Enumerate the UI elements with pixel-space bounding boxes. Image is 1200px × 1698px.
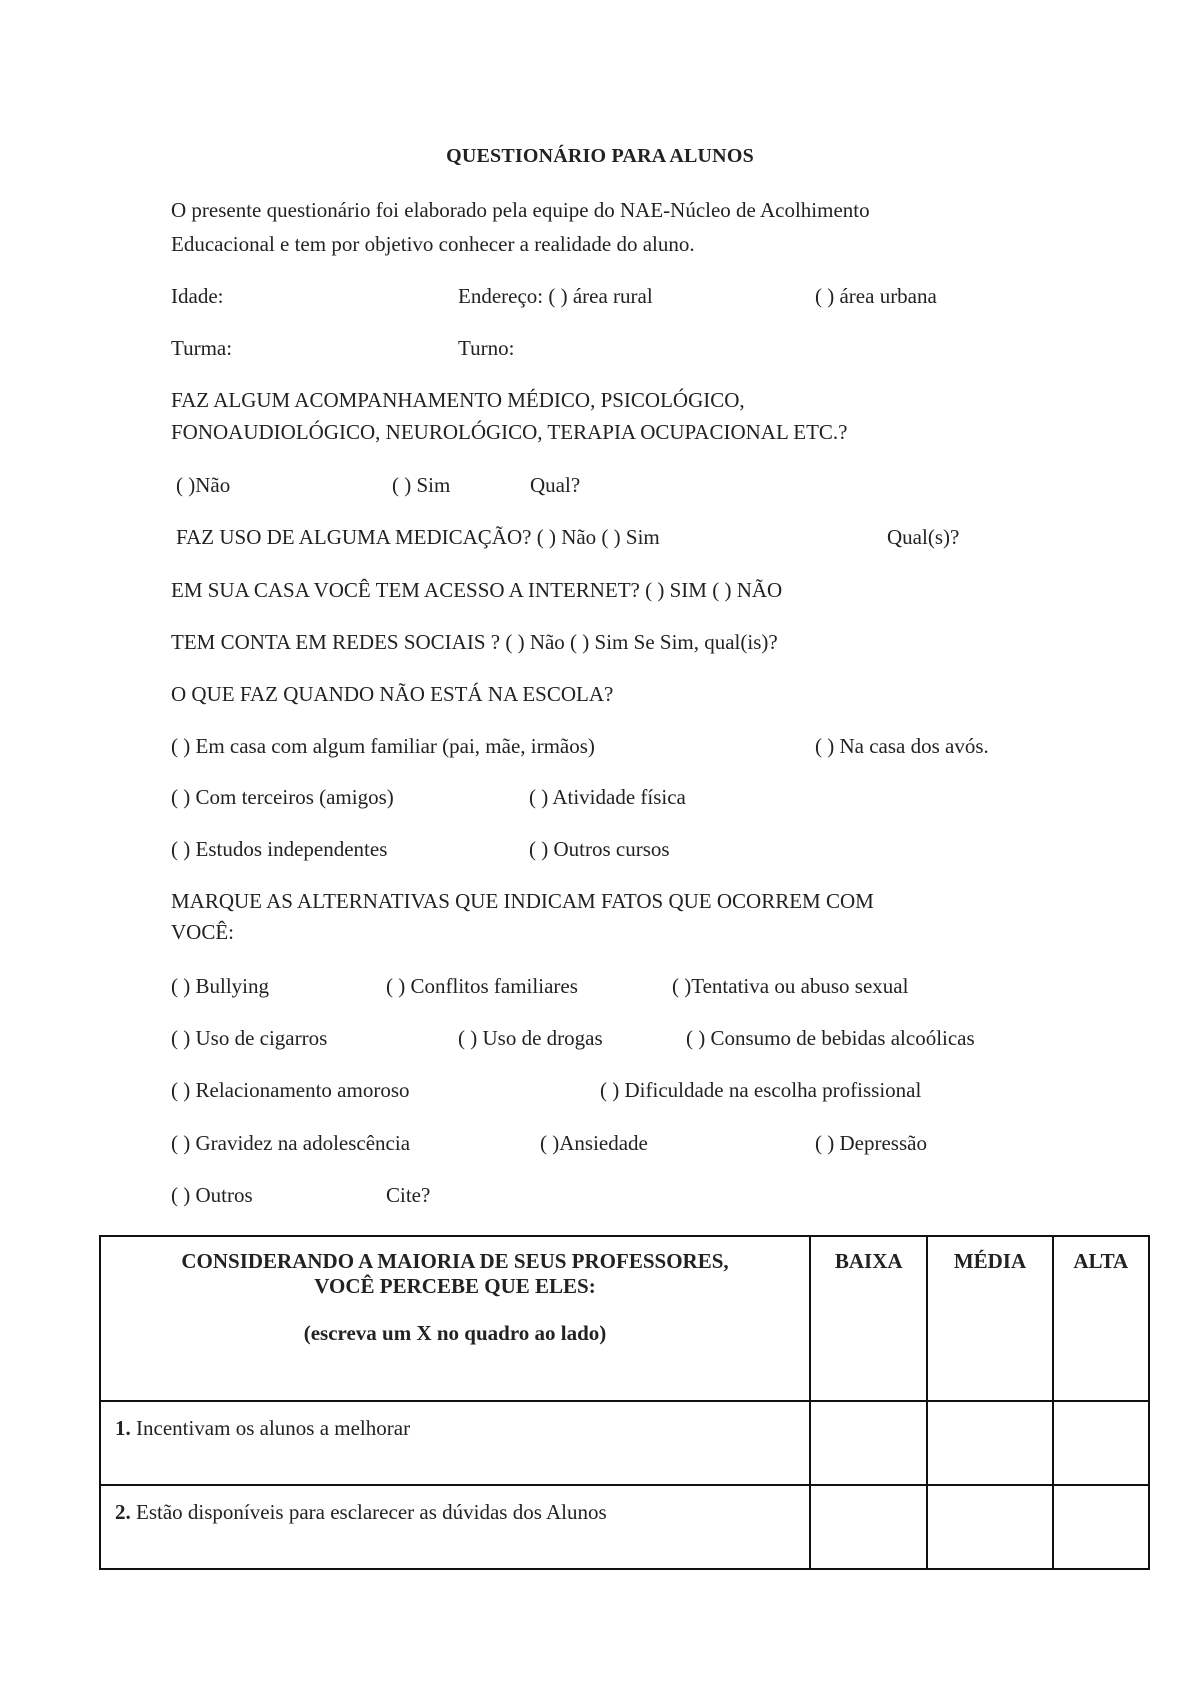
fatos-option-drogas[interactable]: ( ) Uso de drogas — [458, 1026, 603, 1050]
medicacao-question[interactable]: FAZ USO DE ALGUMA MEDICAÇÃO? ( ) Não ( ) Sim — [176, 525, 660, 549]
acomp-qual-label: Qual? — [530, 473, 581, 497]
table-row — [100, 1485, 1149, 1569]
table-header-line-1: CONSIDERANDO A MAIORIA DE SEUS PROFESSORES, — [181, 1249, 729, 1273]
table-header-instruction: (escreva um X no quadro ao lado) — [303, 1321, 607, 1345]
acomp-sim-option[interactable]: ( ) Sim — [392, 473, 451, 497]
row-text: Estão disponíveis para esclarecer as dúvidas dos Alunos — [130, 1500, 607, 1524]
fatos-option-cigarros[interactable]: ( ) Uso de cigarros — [171, 1026, 328, 1050]
endereco-rural-option[interactable]: Endereço: ( ) área rural — [458, 284, 653, 308]
answer-cell-alta[interactable] — [1053, 1485, 1149, 1569]
row-text: Incentivam os alunos a melhorar — [130, 1416, 411, 1440]
row-number: 1. — [115, 1416, 131, 1440]
fatos-option-amoroso[interactable]: ( ) Relacionamento amoroso — [171, 1078, 410, 1102]
answer-cell-media[interactable] — [927, 1401, 1052, 1485]
column-header-alta: ALTA — [1053, 1236, 1149, 1401]
fatos-cite-label: Cite? — [386, 1183, 431, 1207]
row-question-1 — [100, 1401, 810, 1485]
fatos-option-outros[interactable]: ( ) Outros — [171, 1183, 253, 1207]
column-header-baixa: BAIXA — [810, 1236, 927, 1401]
table-row — [100, 1401, 1149, 1485]
turno-label: Turno: — [458, 336, 515, 360]
fatos-question-line-1: MARQUE AS ALTERNATIVAS QUE INDICAM FATOS QUE OCORREM COM — [171, 889, 874, 913]
intro-line-1: O presente questionário foi elaborado pela equipe do NAE-Núcleo de Acolhimento — [171, 198, 870, 222]
answer-cell-baixa[interactable] — [810, 1485, 927, 1569]
fora-option-atividade[interactable]: ( ) Atividade física — [529, 785, 686, 809]
table-header-question — [100, 1236, 810, 1401]
fatos-question-line-2: VOCÊ: — [171, 920, 234, 944]
page-title: QUESTIONÁRIO PARA ALUNOS — [446, 145, 754, 167]
row-number: 2. — [115, 1500, 131, 1524]
fora-escola-question: O QUE FAZ QUANDO NÃO ESTÁ NA ESCOLA? — [171, 682, 614, 706]
fora-option-amigos[interactable]: ( ) Com terceiros (amigos) — [171, 785, 394, 809]
turma-label: Turma: — [171, 336, 233, 360]
redes-question[interactable]: TEM CONTA EM REDES SOCIAIS ? ( ) Não ( ) Sim Se Sim, qual(is)? — [171, 630, 778, 654]
fora-option-cursos[interactable]: ( ) Outros cursos — [529, 837, 670, 861]
endereco-urbana-option[interactable]: ( ) área urbana — [815, 284, 937, 308]
column-header-media: MÉDIA — [927, 1236, 1052, 1401]
internet-question[interactable]: EM SUA CASA VOCÊ TEM ACESSO A INTERNET? ( ) SIM ( ) NÃO — [171, 578, 783, 602]
answer-cell-alta[interactable] — [1053, 1401, 1149, 1485]
medicacao-qual-label: Qual(s)? — [887, 525, 960, 549]
intro-line-2: Educacional e tem por objetivo conhecer a realidade do aluno. — [171, 232, 695, 256]
fatos-option-profissional[interactable]: ( ) Dificuldade na escolha profissional — [600, 1078, 922, 1102]
table-header-line-2: VOCÊ PERCEBE QUE ELES: — [314, 1274, 596, 1298]
fatos-option-depressao[interactable]: ( ) Depressão — [815, 1131, 927, 1155]
fora-option-avos[interactable]: ( ) Na casa dos avós. — [815, 734, 989, 758]
fatos-option-gravidez[interactable]: ( ) Gravidez na adolescência — [171, 1131, 411, 1155]
fatos-option-ansiedade[interactable]: ( )Ansiedade — [540, 1131, 648, 1155]
acomp-nao-option[interactable]: ( )Não — [176, 473, 231, 497]
table-header-row — [100, 1236, 1149, 1401]
idade-label: Idade: — [171, 284, 224, 308]
acomp-question-line-2: FONOAUDIOLÓGICO, NEUROLÓGICO, TERAPIA OCUPACIONAL ETC.? — [171, 420, 848, 444]
fora-option-estudos[interactable]: ( ) Estudos independentes — [171, 837, 388, 861]
row-question-2 — [100, 1485, 810, 1569]
fatos-option-conflitos[interactable]: ( ) Conflitos familiares — [386, 974, 578, 998]
fora-option-familiar[interactable]: ( ) Em casa com algum familiar (pai, mãe, irmãos) — [171, 734, 595, 758]
answer-cell-media[interactable] — [927, 1485, 1052, 1569]
fatos-option-bebidas[interactable]: ( ) Consumo de bebidas alcoólicas — [686, 1026, 975, 1050]
answer-cell-baixa[interactable] — [810, 1401, 927, 1485]
fatos-option-bullying[interactable]: ( ) Bullying — [171, 974, 269, 998]
acomp-question-line-1: FAZ ALGUM ACOMPANHAMENTO MÉDICO, PSICOLÓGICO, — [171, 388, 745, 412]
teachers-rating-table — [99, 1235, 1150, 1570]
fatos-option-abuso[interactable]: ( )Tentativa ou abuso sexual — [672, 974, 909, 998]
